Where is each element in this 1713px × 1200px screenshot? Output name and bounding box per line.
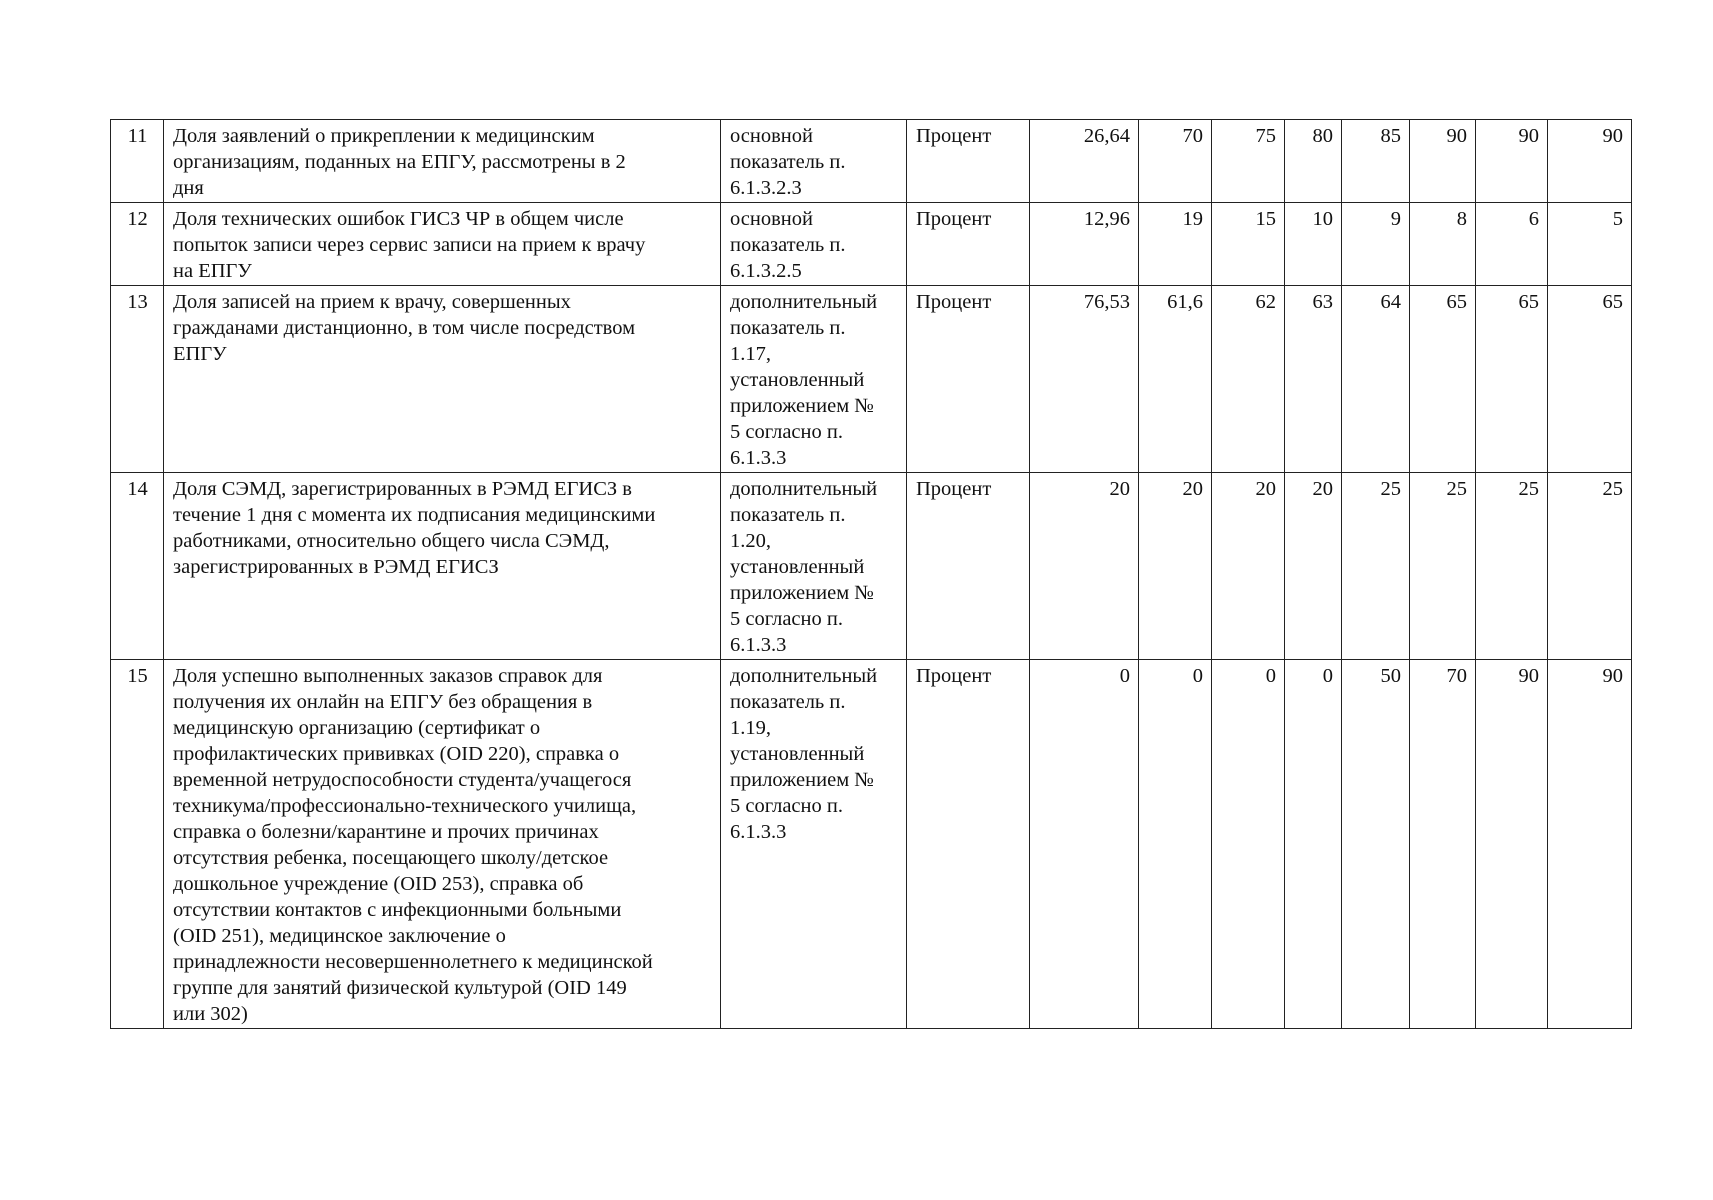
value-cell: 0 [1212,660,1285,1029]
indicator-name: Доля записей на прием к врачу, совершенных гражданами дистанционно, в том числе посредством ЕПГУ [164,286,721,473]
value-cell: 90 [1548,120,1632,203]
row-number: 15 [111,660,164,1029]
value-cell: 0 [1030,660,1139,1029]
unit-cell: Процент [907,286,1030,473]
value-cell: 25 [1476,473,1548,660]
value-cell: 50 [1342,660,1410,1029]
row-number: 11 [111,120,164,203]
indicator-name: Доля технических ошибок ГИСЗ ЧР в общем числе попыток записи через сервис записи на прием к врачу на ЕПГУ [164,203,721,286]
value-cell: 0 [1285,660,1342,1029]
value-cell: 65 [1548,286,1632,473]
value-cell: 5 [1548,203,1632,286]
value-cell: 80 [1285,120,1342,203]
table-row [111,286,1632,473]
value-cell: 25 [1342,473,1410,660]
table-row [111,203,1632,286]
indicator-type: дополнительный показатель п. 1.19, установленный приложением № 5 согласно п. 6.1.3.3 [721,660,907,1029]
unit-cell: Процент [907,203,1030,286]
value-cell: 90 [1410,120,1476,203]
row-number: 13 [111,286,164,473]
value-cell: 20 [1212,473,1285,660]
value-cell: 65 [1410,286,1476,473]
indicator-name: Доля успешно выполненных заказов справок для получения их онлайн на ЕПГУ без обращения в медицинскую организацию (сертификат о профилактических прививках (OID 220), справка о временной нетрудоспособности студента/учащегося техникума/профессионально-технического училища, справка о болезни/карантине и прочих причинах отсутствия ребенка, посещающего школу/детское дошкольное учреждение (OID 253), справка об отсутствии контактов с инфекционными больными (OID 251), медицинское заключение о принадлежности несовершеннолетнего к медицинской группе для занятий физической культурой (OID 149 или 302) [164,660,721,1029]
value-cell: 19 [1139,203,1212,286]
value-cell: 76,53 [1030,286,1139,473]
value-cell: 75 [1212,120,1285,203]
table-row [111,473,1632,660]
value-cell: 15 [1212,203,1285,286]
indicator-type: основной показатель п. 6.1.3.2.5 [721,203,907,286]
value-cell: 8 [1410,203,1476,286]
value-cell: 20 [1030,473,1139,660]
value-cell: 70 [1410,660,1476,1029]
value-cell: 20 [1285,473,1342,660]
value-cell: 0 [1139,660,1212,1029]
indicator-name: Доля СЭМД, зарегистрированных в РЭМД ЕГИСЗ в течение 1 дня с момента их подписания медицинскими работниками, относительно общего числа СЭМД, зарегистрированных в РЭМД ЕГИСЗ [164,473,721,660]
table-row [111,120,1632,203]
value-cell: 6 [1476,203,1548,286]
value-cell: 26,64 [1030,120,1139,203]
value-cell: 10 [1285,203,1342,286]
indicator-type: дополнительный показатель п. 1.20, установленный приложением № 5 согласно п. 6.1.3.3 [721,473,907,660]
unit-cell: Процент [907,120,1030,203]
row-number: 14 [111,473,164,660]
indicator-type: основной показатель п. 6.1.3.2.3 [721,120,907,203]
value-cell: 90 [1476,660,1548,1029]
value-cell: 70 [1139,120,1212,203]
value-cell: 9 [1342,203,1410,286]
value-cell: 61,6 [1139,286,1212,473]
indicator-type: дополнительный показатель п. 1.17, установленный приложением № 5 согласно п. 6.1.3.3 [721,286,907,473]
value-cell: 20 [1139,473,1212,660]
unit-cell: Процент [907,660,1030,1029]
indicators-table [110,119,1632,1029]
value-cell: 65 [1476,286,1548,473]
value-cell: 25 [1548,473,1632,660]
row-number: 12 [111,203,164,286]
table-row [111,660,1632,1029]
value-cell: 90 [1476,120,1548,203]
value-cell: 25 [1410,473,1476,660]
unit-cell: Процент [907,473,1030,660]
value-cell: 64 [1342,286,1410,473]
value-cell: 85 [1342,120,1410,203]
value-cell: 90 [1548,660,1632,1029]
indicator-name: Доля заявлений о прикреплении к медицинским организациям, поданных на ЕПГУ, рассмотрены в 2 дня [164,120,721,203]
value-cell: 63 [1285,286,1342,473]
value-cell: 12,96 [1030,203,1139,286]
value-cell: 62 [1212,286,1285,473]
